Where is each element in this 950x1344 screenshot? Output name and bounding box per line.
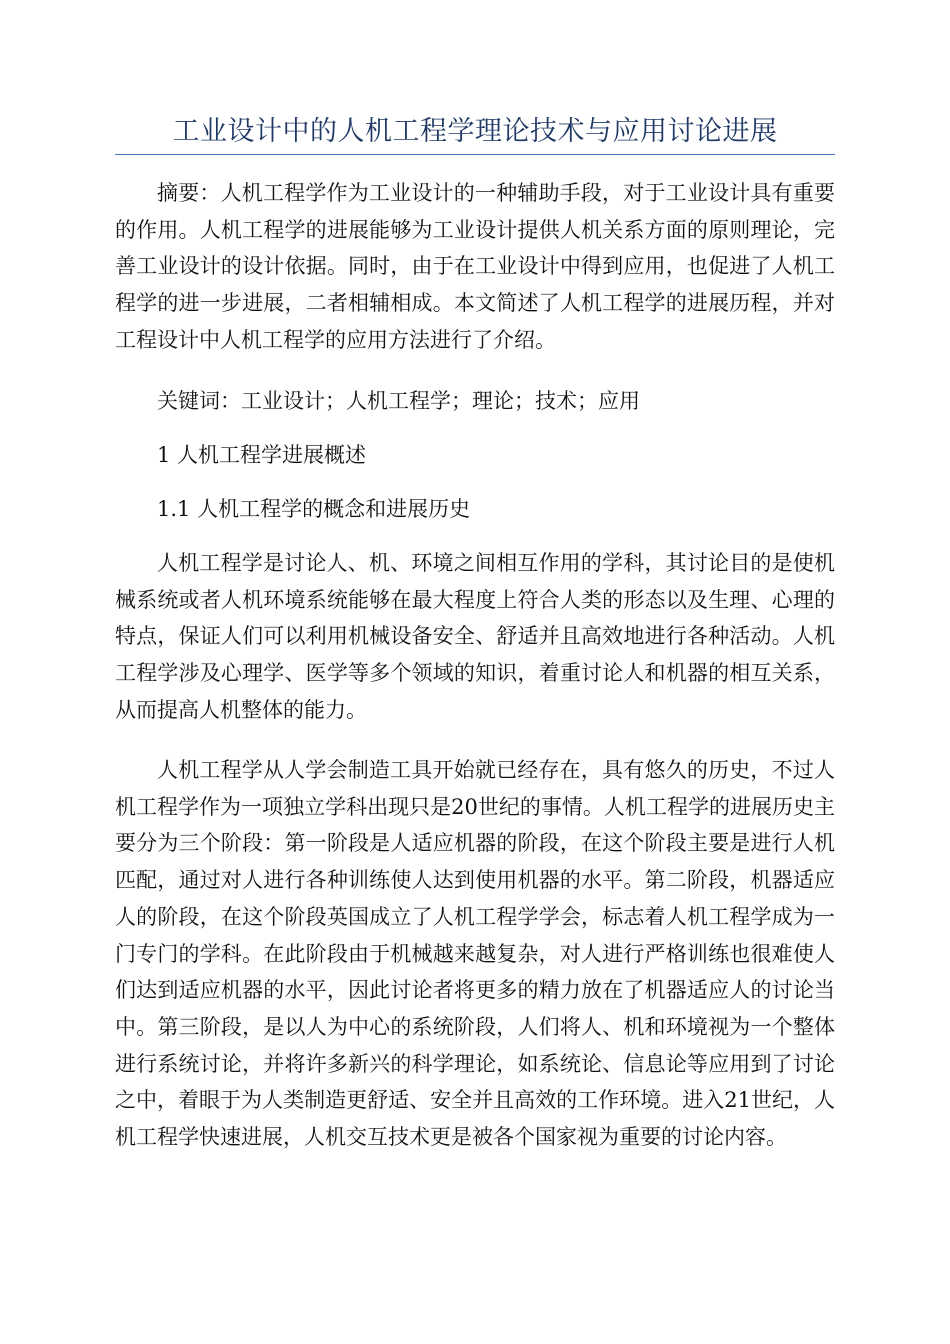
abstract-paragraph: 摘要：人机工程学作为工业设计的一种辅助手段，对于工业设计具有重要的作用。人机工程学的进展能够为工业设计提供人机关系方面的原则理论，完善工业设计的设计依据。同时，由于在工业设计中得到应用，也促进了人机工程学的进一步进展，二者相辅相成。本文简述了人机工程学的进展历程，并对工程设计中人机工程学的应用方法进行了介绍。 [115, 181, 835, 352]
title-underline [115, 154, 835, 155]
section-1-1-heading: 1.1 人机工程学的概念和进展历史 [157, 497, 471, 521]
section-1-heading: 1 人机工程学进展概述 [157, 443, 367, 467]
document-title: 工业设计中的人机工程学理论技术与应用讨论进展 [172, 116, 778, 147]
body-paragraph-history: 人机工程学从人学会制造工具开始就已经存在，具有悠久的历史，不过人机工程学作为一项独立学科出现只是20世纪的事情。人机工程学的进展历史主要分为三个阶段：第一阶段是人适应机器的阶段，在这个阶段主要是进行人机匹配，通过对人进行各种训练使人达到使用机器的水平。第二阶段，机器适应人的阶段，在这个阶段英国成立了人机工程学学会，标志着人机工程学成为一门专门的学科。在此阶段由于机械越来越复杂，对人进行严格训练也很难使人们达到适应机器的水平，因此讨论者将更多的精力放在了机器适应人的讨论当中。第三阶段，是以人为中心的系统阶段，人们将人、机和环境视为一个整体进行系统讨论，并将许多新兴的科学理论，如系统论、信息论等应用到了讨论之中，着眼于为人类制造更舒适、安全并且高效的工作环境。进入21世纪，人机工程学快速进展，人机交互技术更是被各个国家视为重要的讨论内容。 [115, 758, 835, 1150]
keywords-line: 关键词：工业设计；人机工程学；理论；技术；应用 [157, 389, 640, 413]
body-paragraph-concept: 人机工程学是讨论人、机、环境之间相互作用的学科，其讨论目的是使机械系统或者人机环境系统能够在最大程度上符合人类的形态以及生理、心理的特点，保证人们可以利用机械设备安全、舒适并且高效地进行各种活动。人机工程学涉及心理学、医学等多个领域的知识，着重讨论人和机器的相互关系，从而提高人机整体的能力。 [115, 551, 835, 722]
